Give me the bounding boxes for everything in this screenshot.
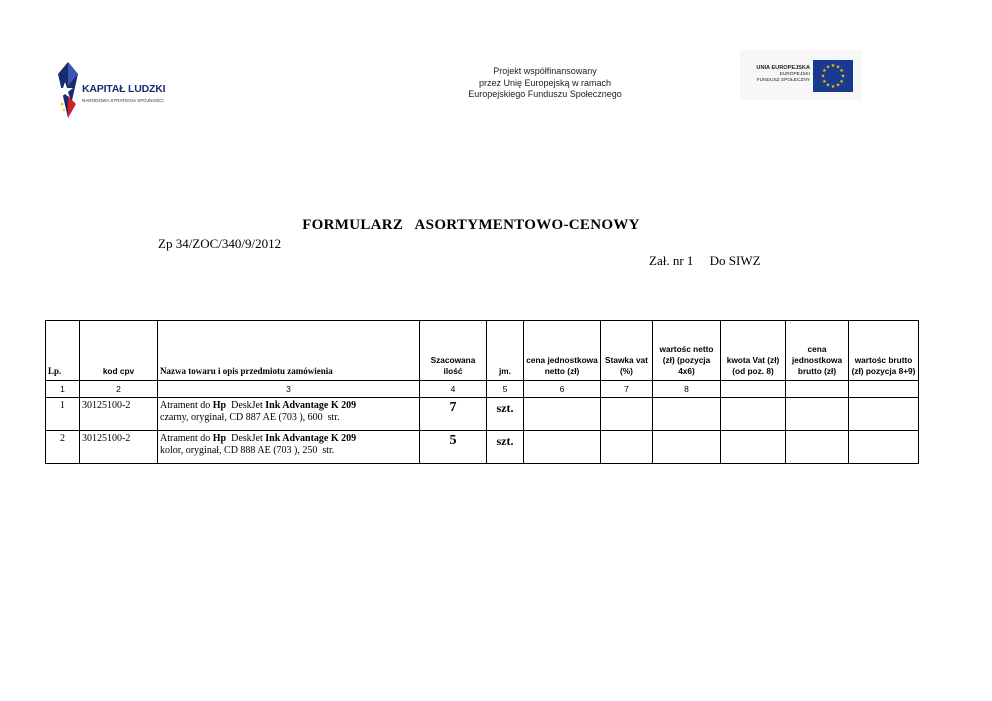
svg-text:★: ★ bbox=[820, 73, 826, 80]
row-gross-value[interactable] bbox=[849, 431, 919, 464]
row-cpv: 30125100-2 bbox=[80, 431, 158, 464]
row-net-unit-price[interactable] bbox=[524, 398, 601, 431]
reference-number: Zp 34/ZOC/340/9/2012 bbox=[158, 236, 282, 251]
eu-logo-line-1: UNIA EUROPEJSKA bbox=[756, 65, 810, 71]
col-number: 7 bbox=[601, 381, 653, 398]
svg-text:★: ★ bbox=[835, 64, 841, 71]
row-net-value[interactable] bbox=[653, 431, 721, 464]
row-gross-value[interactable] bbox=[849, 398, 919, 431]
svg-text:★: ★ bbox=[822, 79, 827, 85]
row-vat-rate[interactable] bbox=[601, 398, 653, 431]
row-lp: 1 bbox=[46, 398, 80, 431]
col-number: 8 bbox=[653, 381, 721, 398]
col-header-net-unit-price: cena jednostkowa netto (zł) bbox=[524, 321, 601, 381]
table-row bbox=[46, 398, 919, 431]
kapital-ludzki-subtitle: NARODOWA STRATEGIA SPÓJNOŚCI bbox=[82, 98, 164, 103]
col-header-quantity: Szacowana ilość bbox=[420, 321, 487, 381]
table-row bbox=[46, 431, 919, 464]
col-header-unit: jm. bbox=[487, 321, 524, 381]
col-number: 1 bbox=[46, 381, 80, 398]
row-vat-amount[interactable] bbox=[721, 431, 786, 464]
svg-text:★: ★ bbox=[839, 68, 844, 74]
row-gross-unit-price[interactable] bbox=[786, 398, 849, 431]
svg-text:★: ★ bbox=[822, 68, 827, 74]
col-number: 3 bbox=[158, 381, 420, 398]
col-header-cpv: kod cpv bbox=[80, 321, 158, 381]
eu-logo-line-3: FUNDUSZ SPOŁECZNY bbox=[756, 78, 810, 83]
row-cpv: 30125100-2 bbox=[80, 398, 158, 431]
col-number: 6 bbox=[524, 381, 601, 398]
svg-text:★: ★ bbox=[835, 82, 841, 89]
row-vat-rate[interactable] bbox=[601, 431, 653, 464]
col-number: 2 bbox=[80, 381, 158, 398]
page-title: FORMULARZ ASORTYMENTOWO-CENOWY bbox=[302, 217, 640, 233]
col-header-net-value: wartośc netto (zł) (pozycja 4x6) bbox=[653, 321, 721, 381]
row-net-unit-price[interactable] bbox=[524, 431, 601, 464]
svg-text:★: ★ bbox=[840, 73, 846, 80]
col-header-lp: Lp. bbox=[46, 321, 80, 381]
col-header-gross-value: wartośc brutto (zł) pozycja 8+9) bbox=[849, 321, 919, 381]
svg-text:★: ★ bbox=[830, 63, 836, 69]
table-header-row bbox=[46, 321, 919, 381]
svg-text:★: ★ bbox=[830, 84, 836, 90]
row-gross-unit-price[interactable] bbox=[786, 431, 849, 464]
kapital-ludzki-logo bbox=[56, 60, 166, 122]
eu-social-fund-logo bbox=[740, 50, 862, 100]
col-number: 4 bbox=[420, 381, 487, 398]
kapital-ludzki-emblem-icon bbox=[56, 60, 80, 120]
eu-logo-line-2: EUROPEJSKI bbox=[779, 72, 810, 77]
svg-text:★: ★ bbox=[839, 79, 844, 85]
row-net-value[interactable] bbox=[653, 398, 721, 431]
col-number bbox=[786, 381, 849, 398]
project-text-line-3: Europejskiego Funduszu Społecznego bbox=[468, 89, 622, 99]
project-text-line-1: Projekt współfinansowany bbox=[493, 66, 597, 76]
row-unit: szt. bbox=[487, 398, 524, 431]
col-header-vat-amount: kwota Vat (zł) (od poz. 8) bbox=[721, 321, 786, 381]
row-description: Atrament do Hp DeskJet Ink Advantage K 209 kolor, oryginał, CD 888 AE (703 ), 250 str. bbox=[158, 431, 420, 464]
row-lp: 2 bbox=[46, 431, 80, 464]
kapital-ludzki-title: KAPITAŁ LUDZKI bbox=[82, 83, 166, 95]
row-vat-amount[interactable] bbox=[721, 398, 786, 431]
col-number: 5 bbox=[487, 381, 524, 398]
row-description: Atrament do Hp DeskJet Ink Advantage K 209 czarny, oryginał, CD 887 AE (703 ), 600 str. bbox=[158, 398, 420, 431]
project-cofinancing-text bbox=[440, 66, 650, 101]
row-quantity: 5 bbox=[420, 431, 487, 464]
row-quantity: 7 bbox=[420, 398, 487, 431]
eu-logo-text bbox=[756, 65, 810, 84]
project-text-line-2: przez Unię Europejską w ramach bbox=[478, 77, 612, 88]
col-header-vat-rate: Stawka vat (%) bbox=[601, 321, 653, 381]
col-number bbox=[721, 381, 786, 398]
attachment-label: Zał. nr 1 Do SIWZ bbox=[649, 253, 761, 268]
col-number bbox=[849, 381, 919, 398]
row-unit: szt. bbox=[487, 431, 524, 464]
price-form-table bbox=[45, 320, 919, 464]
column-number-row bbox=[46, 381, 919, 398]
eu-flag-icon bbox=[813, 60, 853, 92]
col-header-name: Nazwa towaru i opis przedmiotu zamówienia bbox=[158, 321, 420, 381]
svg-text:★: ★ bbox=[825, 82, 831, 89]
col-header-gross-unit-price: cena jednostkowa brutto (zł) bbox=[786, 321, 849, 381]
svg-text:★: ★ bbox=[825, 64, 831, 71]
